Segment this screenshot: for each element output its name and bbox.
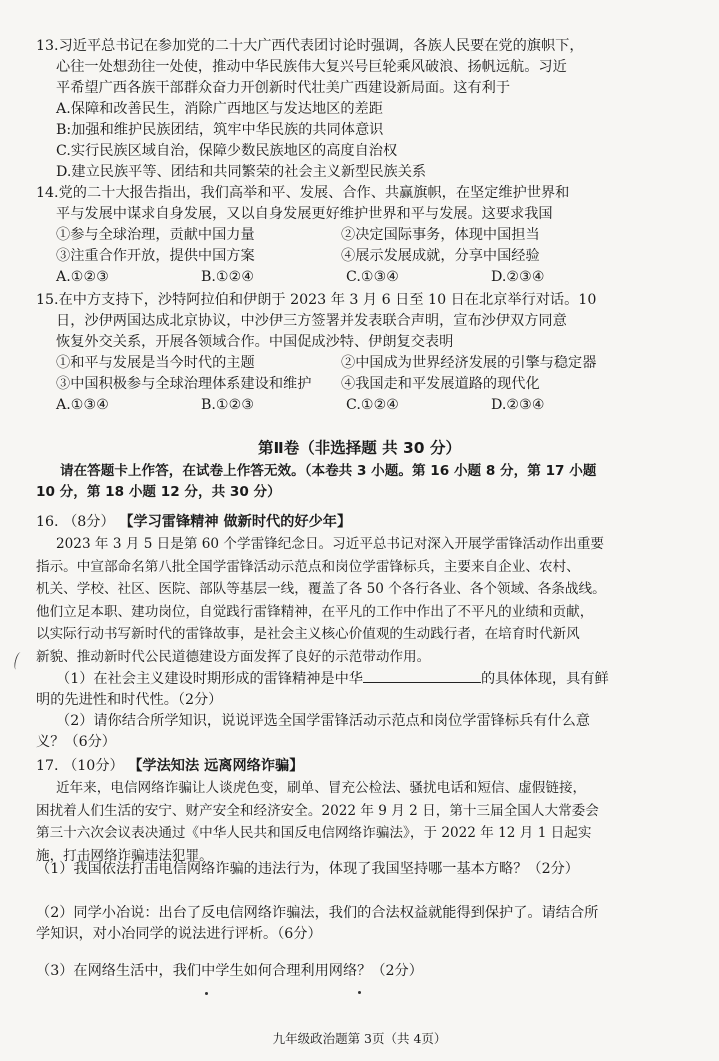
q16-material-line: 机关、学校、社区、医院、部队等基层一线，覆盖了各 50 个各行各业、各个领域、各条战线。: [36, 581, 606, 597]
q17-number: 17.: [36, 758, 59, 774]
q14-item-4: ④展示发展成就，分享中国经验: [341, 248, 540, 264]
q17-material-line: 近年来，电信网络诈骗让人谈虎色变，刷单、冒充公检法、骚扰电话和短信、虚假链接，: [56, 780, 587, 796]
q16-sub1: [36, 668, 696, 690]
q13-option-a: A.保障和改善民生，消除广西地区与发达地区的差距: [56, 101, 383, 117]
q16-material-line: 指示。中宣部命名第八批全国学雷锋活动示范点和岗位学雷锋标兵，主要来自企业、农村、: [36, 558, 580, 575]
q17-material-line: 第三十六次会议表决通过《中华人民共和国反电信网络诈骗法》，于 2022 年 12 月 1 日起实: [36, 825, 592, 841]
q15-item-2: ②中国成为世界经济发展的引擎与稳定器: [341, 355, 597, 371]
q16-sub1-pre: （1）在社会主义建设时期形成的雷锋精神是中华: [56, 671, 363, 687]
q15-choice-c: C.①②④: [346, 397, 400, 413]
q17-topic: 【学法知法 远离网络诈骗】: [128, 758, 304, 774]
q15-item-4: ④我国走和平发展道路的现代化: [341, 376, 540, 392]
q17-header: [36, 756, 696, 777]
q15-choice-d: D.②③④: [491, 397, 545, 413]
question-16: [36, 512, 696, 753]
section-instructions: [36, 461, 696, 503]
q14-choice-d: D.②③④: [491, 269, 545, 285]
q15-choice-a: A.①③④: [56, 397, 109, 413]
q15-items-row: [36, 353, 696, 374]
q16-material: [36, 533, 696, 668]
q13-stem-line: 心往一处想劲往一处使，推动中华民族伟大复兴号巨轮乘风破浪、扬帆远航。习近: [56, 59, 567, 75]
q16-sub1-line2: 明的先进性和时代性。（2分）: [36, 692, 223, 708]
q16-header: [36, 512, 696, 533]
q13-option-b: B:加强和维护民族团结，筑牢中华民族的共同体意识: [56, 122, 384, 138]
instructions-line: 请在答题卡上作答，在试卷上作答无效。（本卷共 3 小题。第 16 小题 8 分，第 17 小题: [60, 463, 597, 479]
q15-item-1: ①和平与发展是当今时代的主题: [56, 355, 255, 371]
q14-item-1: ①参与全球治理，贡献中国力量: [56, 227, 255, 243]
q14-choice-a: A.①②③: [56, 269, 109, 285]
q16-sub1-post: 的具体体现，具有鲜: [480, 671, 609, 687]
q13-option-d: D.建立民族平等、团结和共同繁荣的社会主义新型民族关系: [56, 164, 427, 180]
q16-material-line: 新貌、推动新时代公民道德建设方面发挥了良好的示范带动作用。: [36, 648, 431, 665]
q17-sub2-line1: （2）同学小冶说：出台了反电信网络诈骗法，我们的合法权益就能得到保护了。请结合所: [36, 905, 599, 921]
q17-material-line: 施，打击网络诈骗违法犯罪。: [36, 847, 213, 864]
q17-sub2-line2: 学知识，对小冶同学的说法进行评析。（6分）: [36, 926, 322, 942]
q15-stem-line: 15.在中方支持下，沙特阿拉伯和伊朗于 2023 年 3 月 6 日至 10 日在北京举行对话。10: [36, 292, 597, 308]
q15-stem-line: 日，沙伊两国达成北京协议，中沙伊三方签署并发表联合声明，宣布沙伊双方同意: [56, 313, 567, 329]
q17-score: （10分）: [63, 758, 124, 774]
pencil-mark: [13, 651, 24, 670]
q14-stem-line: 平与发展中谋求自身发展，又以自身发展更好维护世界和平与发展。这要求我国: [56, 206, 553, 222]
ink-dot: [205, 992, 208, 995]
q16-sub2-line1: （2）请你结合所学知识，说说评选全国学雷锋活动示范点和岗位学雷锋标兵有什么意: [56, 713, 590, 729]
q14-choice-b: B.①②④: [201, 269, 255, 285]
question-17: [36, 756, 696, 867]
q14-choice-c: C.①③④: [346, 269, 400, 285]
question-15: [36, 290, 696, 416]
instructions-line: 10 分，第 18 小题 12 分，共 30 分）: [36, 484, 281, 500]
q14-items-row: [36, 225, 696, 246]
q17-sub1: [36, 859, 696, 880]
q16-material-line: 2023 年 3 月 5 日是第 60 个学雷锋纪念日。习近平总书记对深入开展学雷锋活动作出重要: [56, 536, 605, 552]
q15-item-3: ③中国积极参与全球治理体系建设和维护: [56, 376, 312, 392]
q17-sub3-text: （3）在网络生活中，我们中学生如何合理利用网络？（2分）: [36, 963, 423, 979]
section-title: 第Ⅱ卷（非选择题 共 30 分）: [258, 439, 461, 457]
q16-material-line: 他们立足本职、建功岗位，自觉践行雷锋精神，在平凡的工作中作出了不平凡的业绩和贡献，: [36, 603, 594, 620]
q16-score: （8分）: [63, 514, 115, 530]
q16-topic: 【学习雷锋精神 做新时代的好少年】: [119, 514, 352, 530]
q14-item-2: ②决定国际事务，体现中国担当: [341, 227, 540, 243]
q15-choices: [36, 395, 696, 416]
question-14: [36, 183, 696, 288]
q13-stem-line: 平希望广西各族干部群众奋力开创新时代壮美广西建设新局面。这有利于: [56, 80, 511, 96]
q13-stem-line: 13.习近平总书记在参加党的二十大广西代表团讨论时强调，各族人民要在党的旗帜下，: [36, 38, 584, 54]
q15-choice-b: B.①②③: [201, 397, 255, 413]
q14-item-3: ③注重合作开放，提供中国方案: [56, 248, 255, 264]
answer-blank[interactable]: [363, 668, 481, 683]
q14-stem-line: 14.党的二十大报告指出，我们高举和平、发展、合作、共赢旗帜，在坚定维护世界和: [36, 185, 570, 201]
q14-items-row: [36, 246, 696, 267]
page-footer: 九年级政治题第 3页（共 4页）: [272, 1031, 447, 1046]
q17-material-line: 困扰着人们生活的安宁、财产安全和经济安全。2022 年 9 月 2 日，第十三届全国人大常委会: [36, 802, 599, 819]
q17-sub1-text: （1）我国依法打击电信网络诈骗的违法行为，体现了我国坚持哪一基本方略？（2分）: [36, 861, 579, 877]
q16-number: 16.: [36, 514, 59, 530]
q13-option-c: C.实行民族区域自治，保障少数民族地区的高度自治权: [56, 143, 398, 159]
q16-material-line: 以实际行动书写新时代的雷锋故事，是社会主义核心价值观的生动践行者，在培育时代新风: [36, 626, 580, 642]
q15-items-row: [36, 374, 696, 395]
q15-stem-line: 恢复外交关系，开展各领域合作。中国促成沙特、伊朗复交表明: [56, 334, 454, 350]
question-13: [36, 36, 696, 183]
q17-material: [36, 777, 696, 867]
q17-sub2: [36, 903, 696, 945]
q14-choices: [36, 267, 696, 288]
q16-sub2-line2: 义？（6分）: [36, 734, 116, 750]
q17-sub3: [36, 961, 696, 982]
ink-dot: [358, 991, 361, 994]
